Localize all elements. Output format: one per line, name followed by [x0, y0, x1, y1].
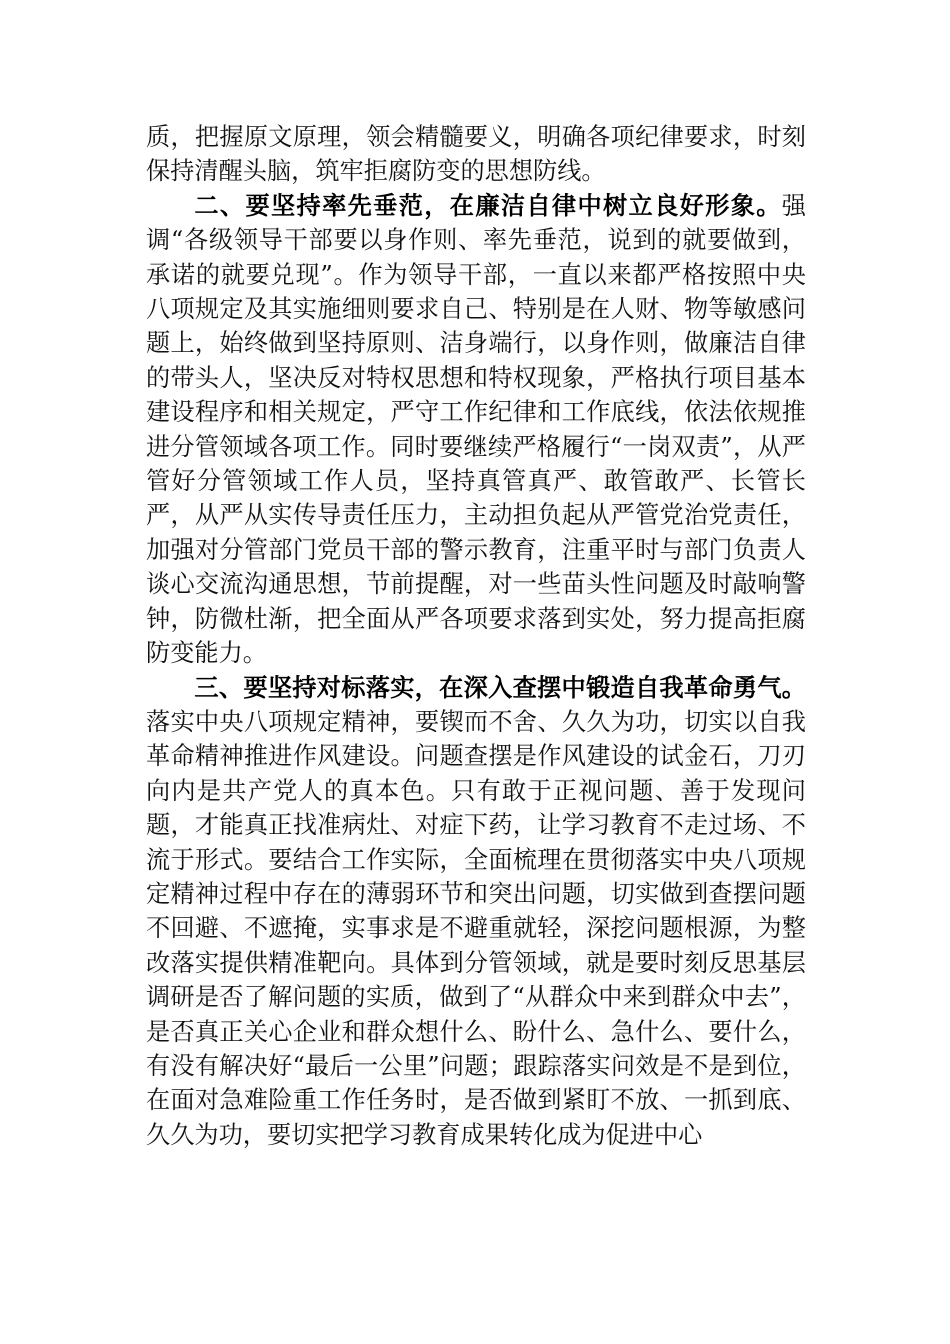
paragraph-text: 落实中央八项规定精神，要锲而不舍、久久为功，切实以自我革命精神推进作风建设。问题查摆是作风建设的试金石，刀刃向内是共产党人的真本色。只有敢于正视问题、善于发现问题，才能真正找准病灶、对症下药，让学习教育不走过场、不流于形式。要结合工作实际，全面梳理在贯彻落实中央八项规定精神过程中存在的薄弱环节和突出问题，切实做到查摆问题不回避、不遮掩，实事求是不避重就轻，深挖问题根源，为整改落实提供精准靶向。具体到分管领域，就是要时刻反思基层调研是否了解问题的实质，做到了“从群众中来到群众中去”，是否真正关心企业和群众想什么、盼什么、急什么、要什么，有没有解决好“最后一公里”问题；跟踪落实问效是不是到位，在面对急难险重工作任务时，是否做到紧盯不放、一抓到底、久久为功，要切实把学习教育成果转化成为促进中心 — [146, 707, 806, 1149]
paragraph-section-three — [146, 671, 806, 1153]
paragraph-text: 质，把握原文原理，领会精髓要义，明确各项纪律要求，时刻保持清醒头脑，筑牢拒腐防变的思想防线。 — [146, 123, 806, 186]
paragraph-section-two — [146, 189, 806, 671]
paragraph-continuation — [146, 120, 806, 189]
section-heading: 二、要坚持率先垂范，在廉洁自律中树立良好形象。 — [194, 190, 782, 220]
section-heading: 三、要坚持对标落实，在深入查摆中锻造自我革命勇气。 — [194, 672, 806, 702]
paragraph-text: 强调“各级领导干部要以身作则、率先垂范，说到的就要做到，承诺的就要兑现”。作为领导干部，一直以来都严格按照中央八项规定及其实施细则要求自己、特别是在人财、物等敏感问题上，始终做到坚持原则、洁身端行，以身作则，做廉洁自律的带头人，坚决反对特权思想和特权现象，严格执行项目基本建设程序和相关规定，严守工作纪律和工作底线，依法依规推进分管领域各项工作。同时要继续严格履行“一岗双责”，从严管好分管领域工作人员，坚持真管真严、敢管敢严、长管长严，从严从实传导责任压力，主动担负起从严管党治党责任，加强对分管部门党员干部的警示教育，注重平时与部门负责人谈心交流沟通思想，节前提醒，对一些苗头性问题及时敲响警钟，防微杜渐，把全面从严各项要求落到实处，努力提高拒腐防变能力。 — [146, 191, 806, 668]
document-body — [146, 120, 806, 1152]
